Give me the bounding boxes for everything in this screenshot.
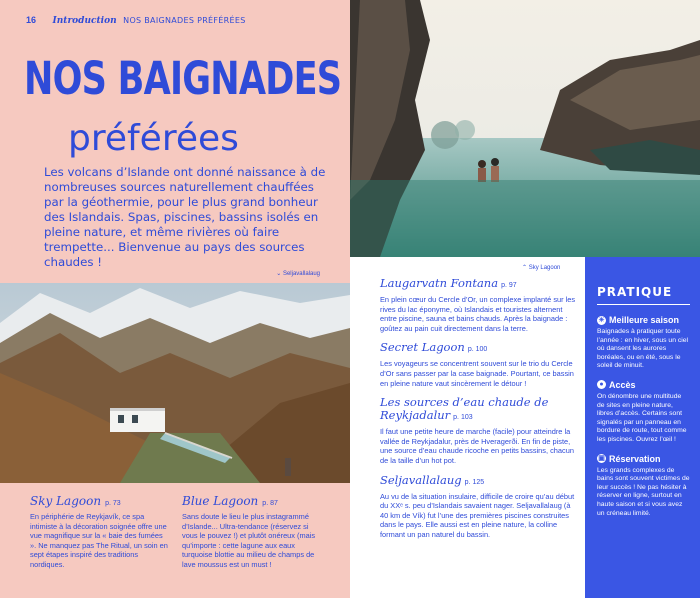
caption-arrow-icon: ⌃ — [522, 265, 529, 271]
entry-page-ref: p. 100 — [467, 346, 488, 354]
pratique-sidebar — [585, 257, 700, 598]
entry-title — [380, 474, 580, 489]
entry-secret-lagoon — [380, 341, 580, 388]
entry-name: Laugarvatn Fontana — [380, 276, 499, 290]
entry-title — [380, 396, 580, 424]
entry-laugarvatn-fontana — [380, 277, 580, 333]
pratique-heading: PRATIQUE — [597, 285, 690, 305]
spot-page-ref: p. 87 — [262, 500, 278, 507]
page-number: 16 — [26, 15, 37, 25]
spots-column — [380, 277, 580, 548]
spot-sky-lagoon — [30, 494, 170, 570]
entry-description: Au vu de la situation insulaire, difficile de croire qu’au début du XXᵉ s. peu d’Islandais savaient nager. Seljavallalaug (à 40 km de Vík) fut l’une des premières piscines construites dans le pays. Elle aussi est en pleine nature, la colline formant un pan naturel du bassin. — [380, 491, 575, 539]
pratique-item-title — [597, 454, 690, 464]
photo-caption-seljavallalaug — [276, 270, 320, 277]
calendar-icon: ▣ — [598, 455, 605, 463]
subsection-label: NOS BAIGNADES PRÉFÉRÉES — [123, 16, 246, 25]
spot-name: Blue Lagoon — [182, 494, 259, 508]
intro-paragraph: Les volcans d’Islande ont donné naissance à de nombreuses sources naturellement chauffées par la géothermie, pour le plus grand bonheur des Islandais. Spas, piscines, bassins isolés en pleine nature, et même rivières où faire trempette... Bienvenue au pays des sources chaudes ! — [44, 165, 326, 269]
item-title-text: Meilleure saison — [609, 315, 680, 325]
pratique-item-text: Les grands complexes de bains sont souvent victimes de leur succès ! Ne pas hésiter à réserver en ligne, surtout en haute saison et si vous avez un créneau limité. — [597, 466, 690, 517]
lagoon-bathers-photo — [350, 0, 700, 257]
right-page — [350, 0, 700, 598]
caption-text: Sky Lagoon — [528, 265, 561, 271]
entry-page-ref: p. 97 — [501, 282, 517, 289]
item-title-text: Accès — [609, 379, 636, 390]
spot-blue-lagoon — [182, 494, 322, 570]
entry-name: Secret Lagoon — [380, 340, 465, 355]
entry-title — [380, 341, 580, 356]
spot-title — [182, 494, 322, 508]
spot-title — [30, 494, 170, 508]
entry-description: Il faut une petite heure de marche (facile) pour atteindre la vallée de Reykjadalur, près de Hveragerði. En fin de piste, une source d’eau chaude ricoche en petits bassins, chacun de la taille d’un hot pot. — [380, 427, 574, 465]
spot-name: Sky Lagoon — [30, 494, 102, 508]
section-label: Introduction — [52, 16, 117, 26]
entry-seljavallalaug — [380, 474, 580, 540]
photo-seljavallalaug — [0, 283, 350, 483]
sun-icon: ☀ — [598, 316, 605, 324]
mountain-valley-photo — [0, 283, 350, 483]
pin-icon: ● — [597, 380, 606, 389]
entry-description: Les voyageurs se concentrent souvent sur le trio du Cercle d’Or sans passer par la case baignade. Pourtant, ce bassin en pleine nature vaut sincèrement le détour ! — [380, 359, 574, 388]
pratique-item-title — [597, 315, 690, 325]
photo-caption-sky-lagoon — [522, 264, 560, 271]
spot-description: En périphérie de Reykjavík, ce spa intimiste à la décoration soignée offre une vue magnifique sur la « baie des fumées ». Ne manquez pas The Ritual, un soin en sept étapes inspiré des traditions nordiques. — [30, 512, 168, 569]
caption-text: Seljavallalaug — [282, 271, 320, 277]
entry-name: Les sources d’eau chaude de Reykjadalur — [380, 395, 549, 423]
entry-page-ref: p. 103 — [453, 414, 473, 422]
pratique-item-title — [597, 380, 690, 390]
photo-sky-lagoon — [350, 0, 700, 257]
entry-description: En plein cœur du Cercle d’Or, un complexe implanté sur les rives du lac éponyme, où Islandais et touristes alternent entre piscine, sauna et bains chauds. Après la baignade : goûtez au pain cuit directement dans la terre. — [380, 295, 576, 333]
pratique-item-text: On dénombre une multitude de sites en pleine nature, libres d’accès. Certains sont signalés par un panneau en bordure de route, tout comme les piscines. Ouvrez l’œil ! — [597, 392, 687, 443]
page-folio — [26, 15, 246, 26]
entry-reykjadalur — [380, 396, 580, 465]
page-title: NOS BAIGNADES — [24, 52, 342, 105]
page-subtitle: préférées — [68, 118, 239, 159]
caption-arrow-icon: ⌄ — [276, 271, 283, 277]
entry-page-ref: p. 125 — [464, 478, 485, 486]
item-title-text: Réservation — [609, 453, 661, 464]
entry-name: Seljavallalaug — [380, 472, 462, 487]
spot-description: Sans doute le lieu le plus instagrammé d’Islande... Ultra-tendance (réservez si vous le pouvez !) et plutôt onéreux (mais qu’importe : cette lagune aux eaux turquoise blottie au milieu de champs de lave moussus est un must ! — [182, 512, 316, 569]
spot-page-ref: p. 73 — [105, 500, 121, 507]
entry-title — [380, 277, 580, 292]
pratique-item-text: Baignades à pratiquer toute l’année : en hiver, sous un ciel où dansent les aurores boréales, ou en été, sous le soleil de minuit. — [597, 328, 689, 370]
